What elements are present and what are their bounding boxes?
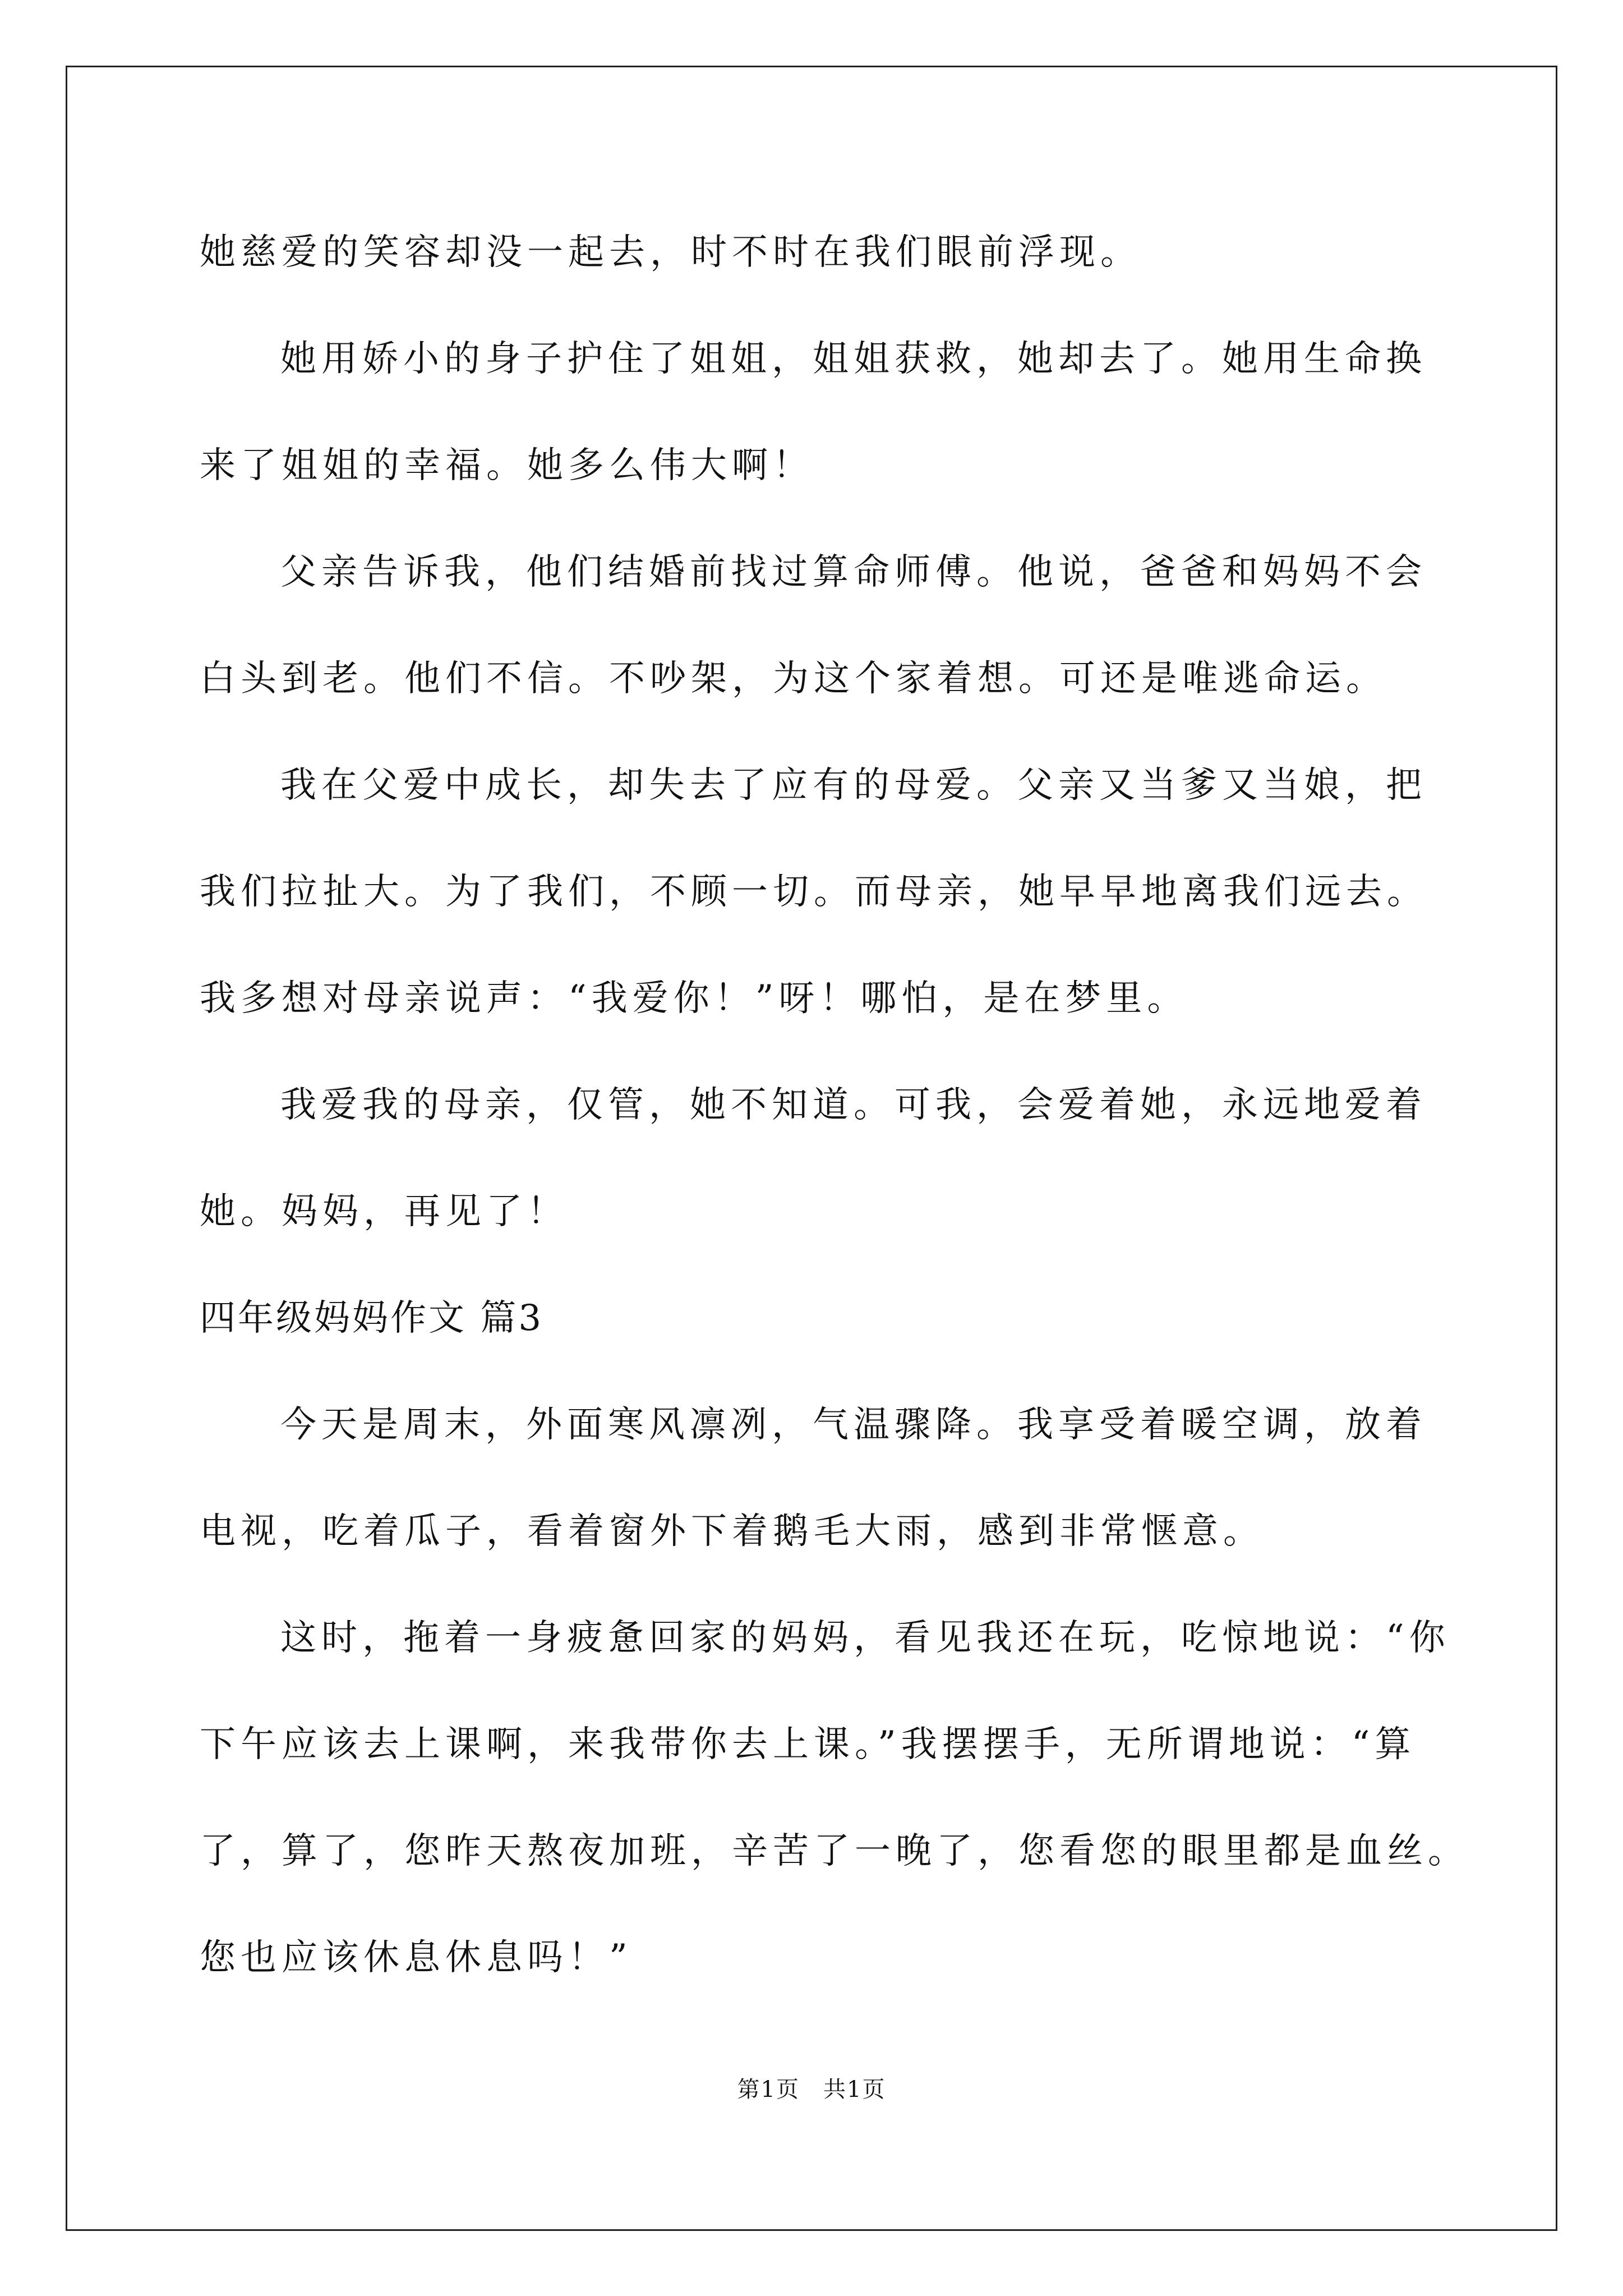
text-line: 下午应该去上课啊，来我带你去上课。”我摆摆手，无所谓地说：“算 xyxy=(200,1724,1416,1765)
text-line: 她慈爱的笑容却没一起去，时不时在我们眼前浮现。 xyxy=(200,232,1141,273)
text-line: 白头到老。他们不信。不吵架，为这个家着想。可还是唯逃命运。 xyxy=(200,658,1387,700)
text-line: 电视，吃着瓜子，看着窗外下着鹅毛大雨，感到非常惬意。 xyxy=(200,1511,1264,1552)
text-line: 您也应该休息休息吗！” xyxy=(200,1937,633,1978)
paragraph-first-line: 父亲告诉我，他们结婚前找过算命师傅。他说，爸爸和妈妈不会 xyxy=(280,551,1427,593)
page-border xyxy=(66,66,1557,2231)
text-line: 我多想对母亲说声：“我爱你！”呀！哪怕，是在梦里。 xyxy=(200,978,1188,1019)
page-number-footer: 第1页 共1页 xyxy=(737,2077,886,2102)
text-line: 了，算了，您昨天熬夜加班，辛苦了一晚了，您看您的眼里都是血丝。 xyxy=(200,1830,1469,1872)
paragraph-first-line: 这时，拖着一身疲惫回家的妈妈，看见我还在玩，吃惊地说：“你 xyxy=(280,1617,1450,1659)
text-line: 她。妈妈，再见了！ xyxy=(200,1191,568,1232)
section-heading: 四年级妈妈作文 篇3 xyxy=(200,1297,544,1339)
paragraph-first-line: 我爱我的母亲，仅管，她不知道。可我，会爱着她，永远地爱着 xyxy=(280,1084,1427,1126)
paragraph-first-line: 她用娇小的身子护住了姐姐，姐姐获救，她却去了。她用生命换 xyxy=(280,338,1427,380)
paragraph-first-line: 我在父爱中成长，却失去了应有的母爱。父亲又当爹又当娘，把 xyxy=(280,765,1427,806)
paragraph-first-line: 今天是周末，外面寒风凛冽，气温骤降。我享受着暖空调，放着 xyxy=(280,1404,1427,1446)
text-line: 来了姐姐的幸福。她多么伟大啊！ xyxy=(200,445,814,486)
text-line: 我们拉扯大。为了我们，不顾一切。而母亲，她早早地离我们远去。 xyxy=(200,871,1428,913)
